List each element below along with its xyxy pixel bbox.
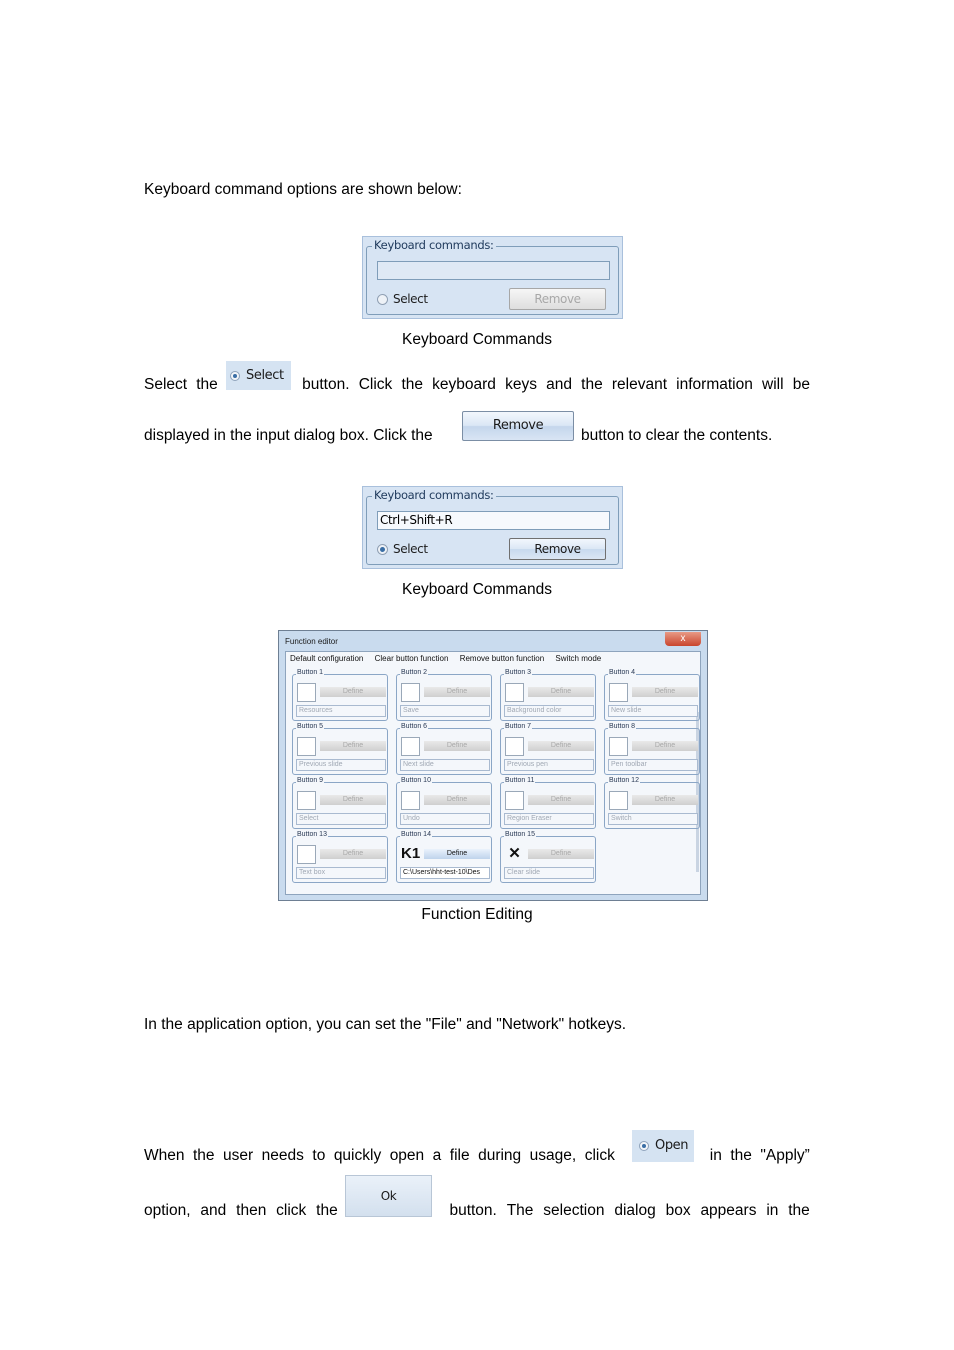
cell-title: Button 7 xyxy=(505,723,532,730)
function-editor-body xyxy=(285,651,701,895)
select-radio-label: Select xyxy=(393,542,428,556)
define-button[interactable]: Define xyxy=(320,795,386,805)
open-instruction-line xyxy=(144,1146,810,1166)
eraser-icon xyxy=(505,791,524,810)
keyboard-command-field[interactable] xyxy=(377,261,610,280)
cell-title: Button 1 xyxy=(297,669,324,676)
word: Select xyxy=(144,376,188,393)
function-button-cell xyxy=(604,723,700,775)
figure-caption: Function Editing xyxy=(421,906,533,923)
word: and xyxy=(546,376,572,393)
define-button[interactable]: Define xyxy=(320,687,386,697)
function-button-cell xyxy=(292,777,388,829)
select-radio[interactable] xyxy=(377,294,388,305)
radio-dot-icon xyxy=(639,1141,649,1151)
cell-title: Button 14 xyxy=(401,831,431,838)
function-editor-window xyxy=(278,630,708,901)
previous-slide-icon xyxy=(297,737,316,756)
figure-caption: Keyboard Commands xyxy=(402,331,552,348)
word: usage, xyxy=(529,1147,577,1164)
cell-title: Button 2 xyxy=(401,669,428,676)
group-legend: Keyboard commands: xyxy=(374,488,494,502)
function-button-cell xyxy=(604,777,700,829)
keyboard-commands-panel-filled xyxy=(362,486,623,569)
menu-clear-button-function[interactable]: Clear button function xyxy=(374,654,449,663)
clear-icon: ✕ xyxy=(508,845,521,862)
function-field[interactable]: Undo xyxy=(400,813,490,825)
word: the xyxy=(730,1147,752,1164)
cell-title: Button 5 xyxy=(297,723,324,730)
select-radio-label: Select xyxy=(393,292,428,306)
cell-title: Button 9 xyxy=(297,777,324,784)
inline-ok-button[interactable]: Ok xyxy=(345,1175,432,1217)
word: in xyxy=(766,1202,779,1219)
function-button-cell xyxy=(604,669,700,721)
word: click xyxy=(584,1147,615,1164)
remove-button[interactable]: Remove xyxy=(509,288,606,310)
open-label: Open xyxy=(655,1138,689,1153)
intro-text: Keyboard command options are shown below: xyxy=(144,181,462,198)
function-field[interactable]: New slide xyxy=(608,705,698,717)
stack-icon xyxy=(297,683,316,702)
window-title: Function editor xyxy=(285,637,338,646)
application-text: In the application option, you can set the "File" and "Network" hotkeys. xyxy=(144,1016,627,1033)
word: and xyxy=(200,1202,227,1219)
function-field[interactable]: Select xyxy=(296,813,386,825)
function-field[interactable]: Switch xyxy=(608,813,698,825)
next-slide-icon xyxy=(401,737,420,756)
select-label: Select xyxy=(246,368,284,383)
word: dialog xyxy=(614,1202,656,1219)
cell-title: Button 13 xyxy=(297,831,327,838)
select-radio[interactable] xyxy=(377,544,388,555)
word: appears xyxy=(700,1202,757,1219)
pen-toolbar-icon xyxy=(609,737,628,756)
define-button[interactable]: Define xyxy=(528,687,594,697)
define-button[interactable]: Define xyxy=(528,795,594,805)
remove-instruction-b: button to clear the contents. xyxy=(581,427,773,444)
define-button[interactable]: Define xyxy=(320,741,386,751)
cell-title: Button 6 xyxy=(401,723,428,730)
define-button[interactable]: Define xyxy=(424,849,490,859)
define-button[interactable]: Define xyxy=(528,849,594,859)
word: file xyxy=(449,1147,470,1164)
function-field[interactable]: Background color xyxy=(504,705,594,717)
word: the xyxy=(788,1202,810,1219)
function-button-cell xyxy=(500,669,596,721)
undo-icon xyxy=(401,791,420,810)
function-field[interactable]: Next slide xyxy=(400,759,490,771)
keyboard-k1-icon: K1 xyxy=(401,845,421,862)
function-field[interactable]: Save xyxy=(400,705,490,717)
word: When xyxy=(144,1147,185,1164)
word: relevant xyxy=(611,376,668,393)
word: the xyxy=(196,376,218,393)
word: quickly xyxy=(333,1147,382,1164)
cell-title: Button 8 xyxy=(609,723,636,730)
define-button[interactable]: Define xyxy=(632,795,698,805)
define-button[interactable]: Define xyxy=(424,687,490,697)
figure-caption: Keyboard Commands xyxy=(402,581,552,598)
function-button-cell xyxy=(292,831,388,883)
cell-title: Button 3 xyxy=(505,669,532,676)
function-button-cell xyxy=(292,669,388,721)
function-field[interactable]: Previous pen xyxy=(504,759,594,771)
function-field[interactable]: Pen toolbar xyxy=(608,759,698,771)
define-button[interactable]: Define xyxy=(632,741,698,751)
close-icon[interactable]: x xyxy=(665,632,701,646)
radio-dot-icon xyxy=(230,371,240,381)
menu-default-configuration[interactable]: Default configuration xyxy=(290,654,364,663)
word: will xyxy=(762,376,784,393)
keyboard-command-field[interactable]: Ctrl+Shift+R xyxy=(377,511,610,530)
new-slide-icon xyxy=(609,683,628,702)
select-icon xyxy=(297,791,316,810)
word: the xyxy=(192,1147,215,1164)
word: be xyxy=(792,376,810,393)
function-field[interactable]: Resources xyxy=(296,705,386,717)
function-button-cell xyxy=(396,777,492,829)
word: the xyxy=(316,1202,338,1219)
word: option, xyxy=(144,1202,191,1219)
word: The xyxy=(506,1202,534,1219)
word: user xyxy=(223,1147,254,1164)
define-button[interactable]: Define xyxy=(528,741,594,751)
function-button-cell xyxy=(396,831,492,883)
word: the xyxy=(581,376,603,393)
word: needs xyxy=(261,1147,304,1164)
cell-title: Button 15 xyxy=(505,831,535,838)
inline-select-radio[interactable] xyxy=(226,361,291,390)
background-icon xyxy=(505,683,524,702)
function-button-cell xyxy=(396,723,492,775)
pen-icon xyxy=(505,737,524,756)
function-field[interactable]: Previous slide xyxy=(296,759,386,771)
word: click xyxy=(276,1202,307,1219)
word: selection xyxy=(543,1202,605,1219)
cell-title: Button 12 xyxy=(609,777,639,784)
function-field[interactable]: Region Eraser xyxy=(504,813,594,825)
inline-remove-button[interactable]: Remove xyxy=(462,411,574,441)
cell-title: Button 10 xyxy=(401,777,431,784)
word: then xyxy=(236,1202,267,1219)
text-box-icon xyxy=(297,845,316,864)
word: open xyxy=(389,1147,425,1164)
function-button-cell xyxy=(500,723,596,775)
word: box xyxy=(665,1202,691,1219)
define-button[interactable]: Define xyxy=(424,795,490,805)
menu-remove-button-function[interactable]: Remove button function xyxy=(459,654,545,663)
function-field[interactable]: Text box xyxy=(296,867,386,879)
function-button-cell xyxy=(500,777,596,829)
word: the xyxy=(401,376,423,393)
define-button[interactable]: Define xyxy=(424,741,490,751)
word: a xyxy=(432,1147,442,1164)
menu-switch-mode[interactable]: Switch mode xyxy=(555,654,602,663)
ok-instruction-line xyxy=(144,1201,810,1221)
remove-button[interactable]: Remove xyxy=(509,538,606,560)
word: button. xyxy=(449,1202,497,1219)
remove-instruction-a: displayed in the input dialog box. Click the xyxy=(144,427,433,444)
function-field[interactable]: C:\Users\hht-test-10\Des xyxy=(400,867,490,879)
group-legend: Keyboard commands: xyxy=(374,238,494,252)
keyboard-commands-panel-empty xyxy=(362,236,623,319)
switch-icon xyxy=(609,791,628,810)
save-icon xyxy=(401,683,420,702)
function-button-cell xyxy=(396,669,492,721)
define-button[interactable]: Define xyxy=(632,687,698,697)
word: button. xyxy=(302,376,350,393)
menu-bar xyxy=(290,654,610,663)
word: keyboard xyxy=(432,376,496,393)
word: during xyxy=(478,1147,522,1164)
word: in xyxy=(709,1147,722,1164)
function-button-cell xyxy=(292,723,388,775)
word: Click xyxy=(358,376,393,393)
word: to xyxy=(312,1147,326,1164)
inline-open-radio[interactable] xyxy=(632,1130,694,1162)
word: information xyxy=(676,376,753,393)
cell-title: Button 4 xyxy=(609,669,636,676)
function-field[interactable]: Clear slide xyxy=(504,867,594,879)
cell-title: Button 11 xyxy=(505,777,535,784)
word: keys xyxy=(505,376,537,393)
define-button[interactable]: Define xyxy=(320,849,386,859)
function-button-cell xyxy=(500,831,596,883)
word: "Apply” xyxy=(760,1147,810,1164)
